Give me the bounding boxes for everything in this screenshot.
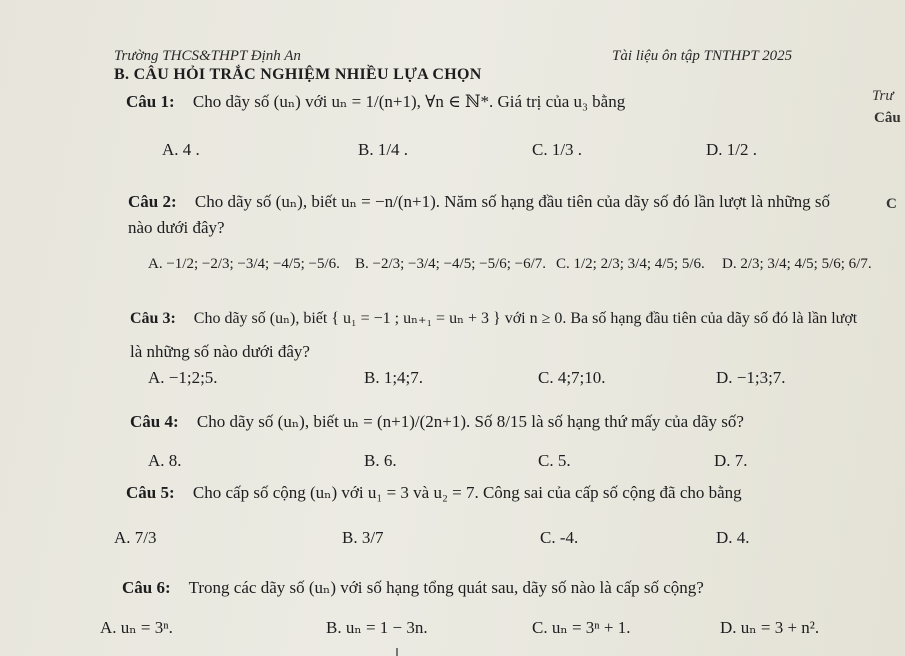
option-a[interactable]: A. 7/3 [114,528,157,547]
option-b[interactable]: B. 3/7 [342,528,384,547]
question-stem: Cho dãy số (uₙ), biết uₙ = (n+1)/(2n+1). Số 8/15 là số hạng thứ mấy của dãy số? [196,412,744,431]
question-stem: Cho cấp số cộng (uₙ) với u₁ = 3 và u₂ = 7. Công sai của cấp số cộng đã cho bằng [192,483,742,502]
section-title: B. CÂU HỎI TRẮC NGHIỆM NHIỀU LỰA CHỌN [114,66,482,83]
option-a[interactable]: A. 4 . [162,140,200,159]
question-6 [122,578,704,598]
option-c[interactable]: C. uₙ = 3ⁿ + 1. [532,618,631,637]
option-a[interactable]: A. 8. [148,451,182,470]
option-b[interactable]: B. −2/3; −3/4; −4/5; −5/6; −6/7. [355,256,547,272]
question-2 [128,192,830,212]
question-2-stem-cont: nào dưới đây? [128,218,225,237]
question-stem: Cho dãy số (uₙ), biết uₙ = −n/(n+1). Năm số hạng đầu tiên của dãy số đó lần lượt là những số [194,192,830,211]
option-a[interactable]: A. −1/2; −2/3; −3/4; −4/5; −5/6. [148,256,340,272]
question-label: Câu 2: [128,192,177,211]
question-label: Câu 5: [126,483,175,502]
option-d[interactable]: D. 1/2 . [706,140,757,159]
option-d[interactable]: D. uₙ = 3 + n². [720,618,820,637]
option-c[interactable]: C. 1/3 . [532,140,583,159]
question-stem: Cho dãy số (uₙ), biết { u₁ = −1 ; uₙ₊₁ = uₙ + 3 } với n ≥ 0. Ba số hạng đầu tiên của dãy số đó là lần lượt [193,310,858,327]
option-c[interactable]: C. 5. [538,451,571,470]
document-title: Tài liệu ôn tập TNTHPT 2025 [612,48,793,64]
page-mark [396,648,398,656]
question-5 [126,483,742,503]
question-label: Câu 4: [130,412,179,431]
option-b[interactable]: B. 1;4;7. [364,368,424,387]
option-b[interactable]: B. 6. [364,451,397,470]
option-c[interactable]: C. -4. [540,528,579,547]
question-stem: Trong các dãy số (uₙ) với số hạng tổng quát sau, dãy số nào là cấp số cộng? [188,578,704,597]
option-d[interactable]: D. 2/3; 3/4; 4/5; 5/6; 6/7. [722,256,872,272]
question-label: Câu 6: [122,578,171,597]
question-3-stem-cont: là những số nào dưới đây? [130,342,310,361]
question-stem: Cho dãy số (uₙ) với uₙ = 1/(n+1), ∀n ∈ ℕ*. Giá trị của u₃ bằng [192,92,626,111]
option-d[interactable]: D. 7. [714,451,748,470]
option-c[interactable]: C. 1/2; 2/3; 3/4; 4/5; 5/6. [556,256,705,272]
edge-text-c: C [886,196,897,212]
option-a[interactable]: A. −1;2;5. [148,368,218,387]
question-1 [126,92,625,112]
question-label: Câu 3: [130,310,176,327]
option-d[interactable]: D. 4. [716,528,750,547]
option-b[interactable]: B. 1/4 . [358,140,409,159]
option-a[interactable]: A. uₙ = 3ⁿ. [100,618,173,637]
school-name: Trường THCS&THPT Định An [114,48,301,64]
question-label: Câu 1: [126,92,175,111]
question-4 [130,412,744,432]
edge-text-sub: Câu [874,110,901,126]
option-b[interactable]: B. uₙ = 1 − 3n. [326,618,428,637]
question-3 [130,308,857,328]
option-c[interactable]: C. 4;7;10. [538,368,606,387]
edge-text-top: Trư [872,88,894,104]
option-d[interactable]: D. −1;3;7. [716,368,786,387]
